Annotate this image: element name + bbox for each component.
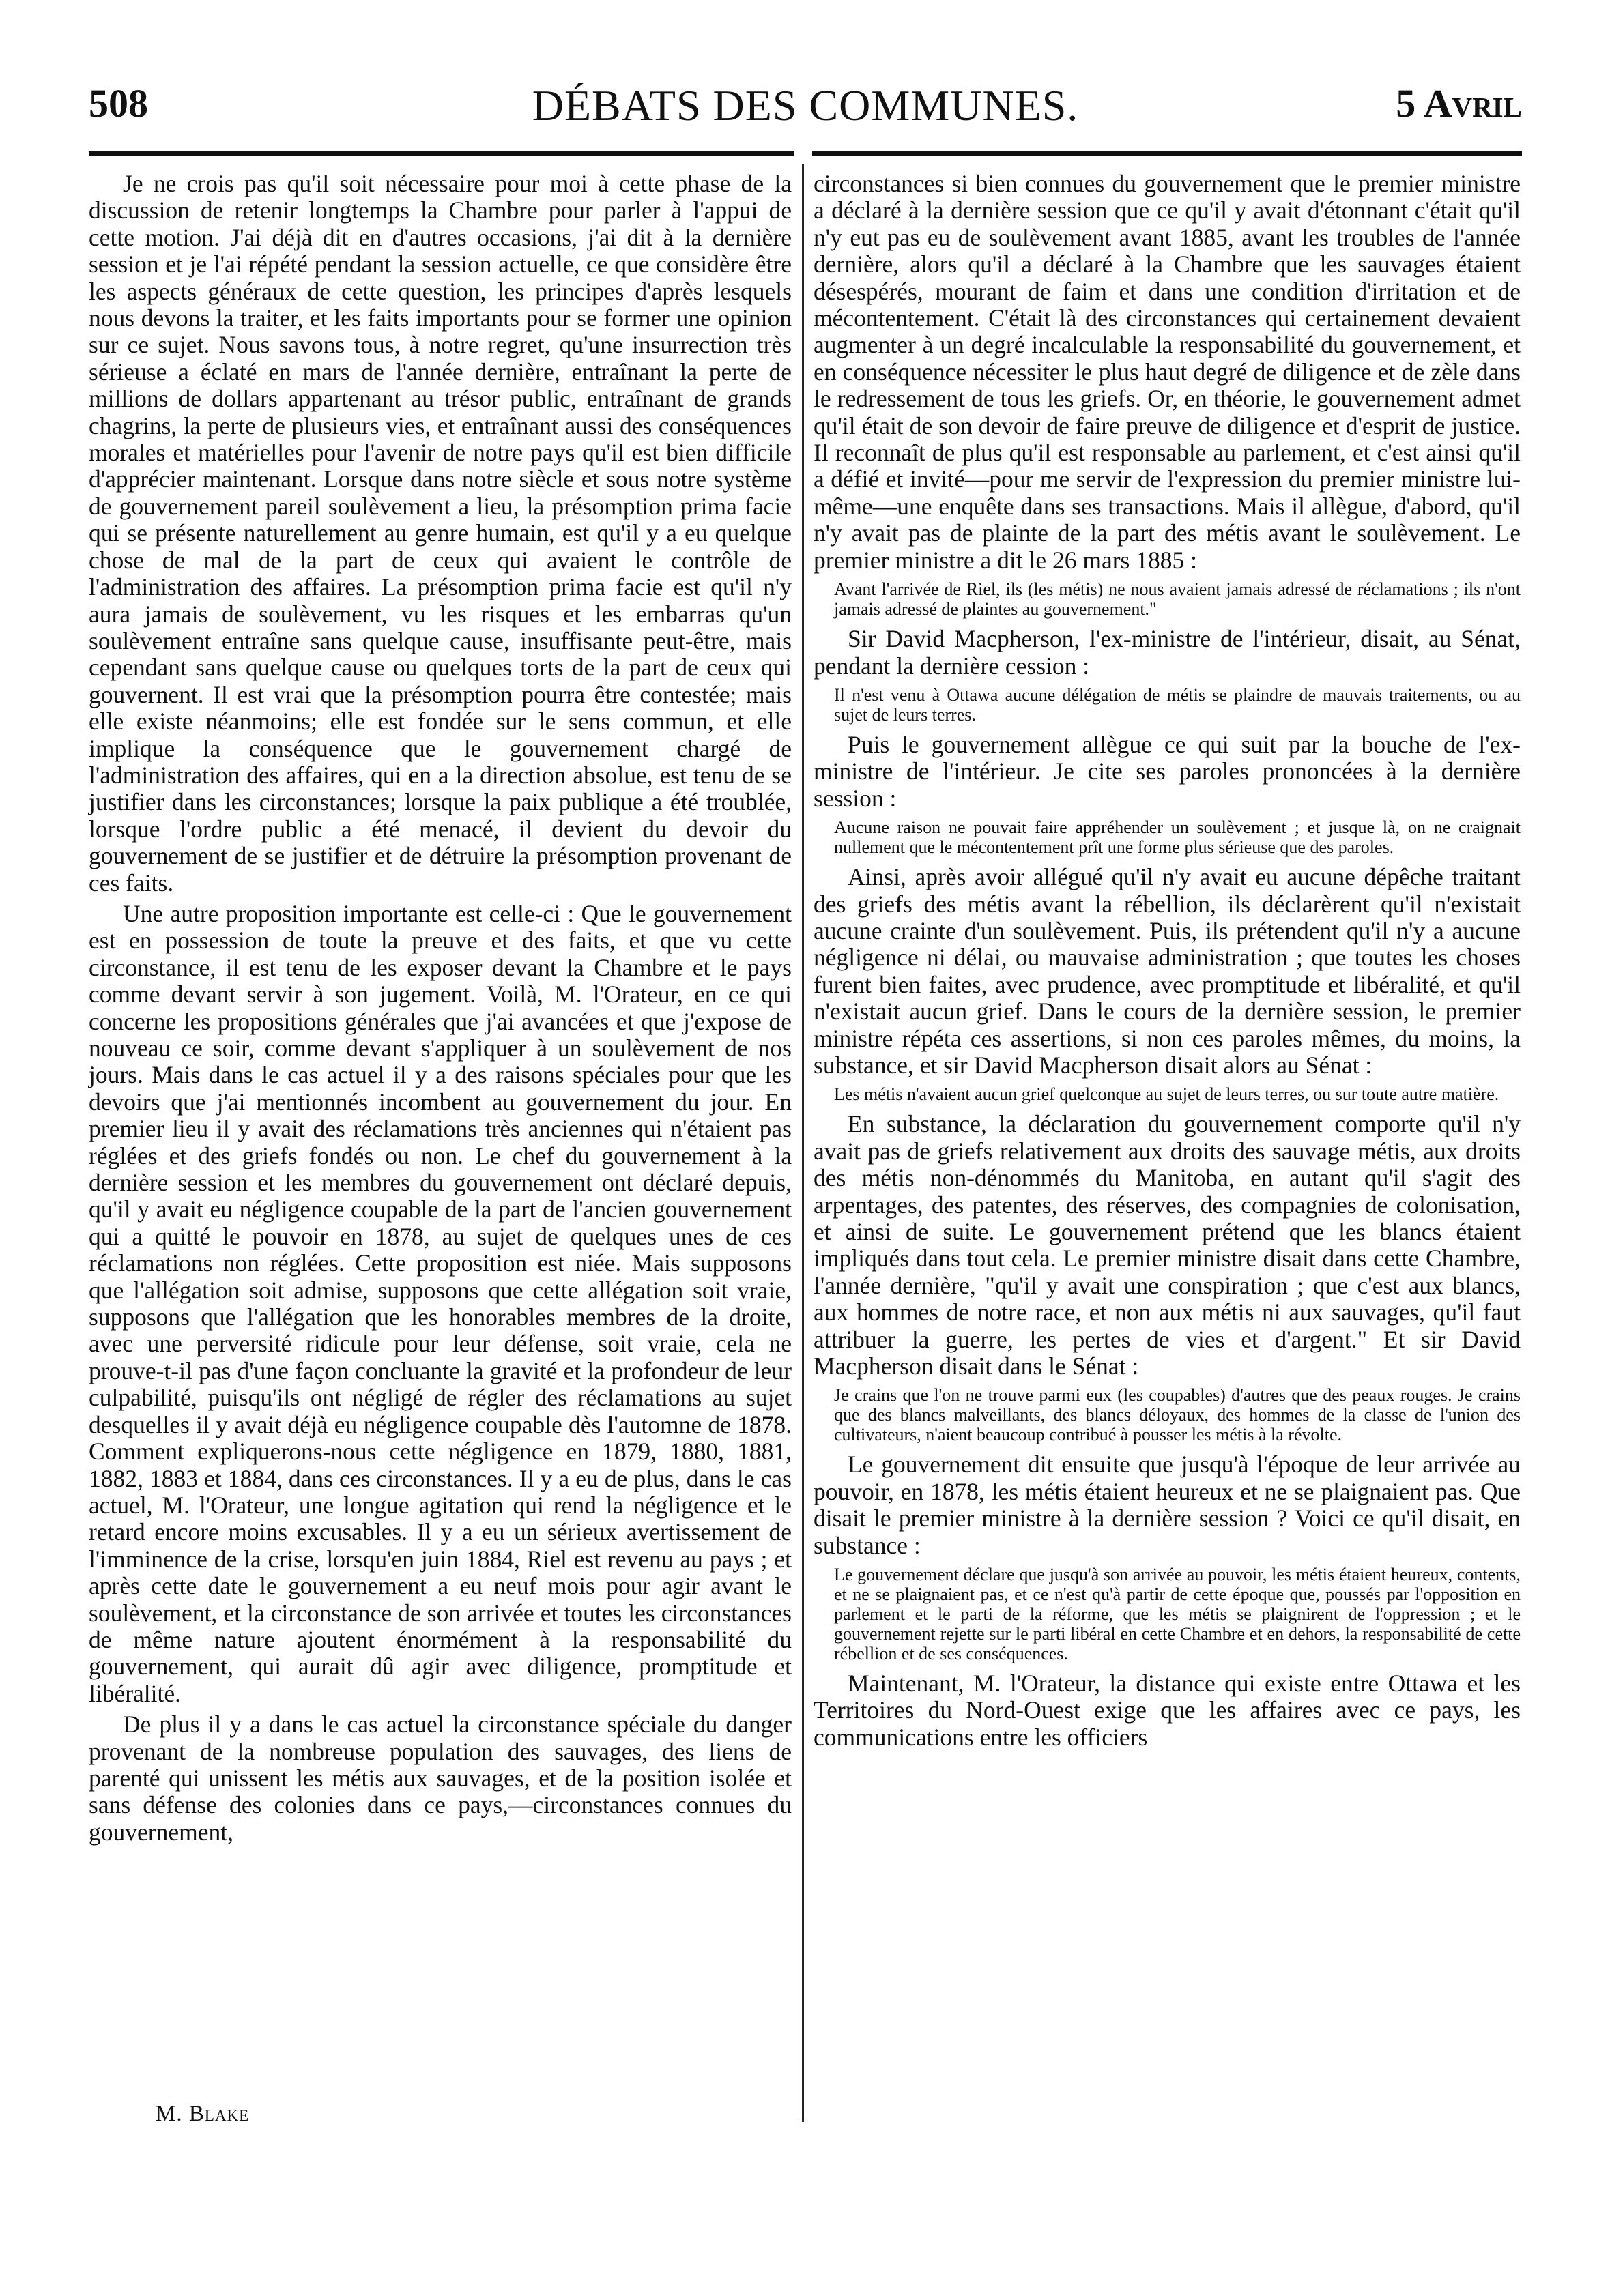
column-divider — [802, 164, 804, 2122]
left-column — [89, 171, 792, 1846]
paragraph: Maintenant, M. l'Orateur, la distance qui existe entre Ottawa et les Territoires du Nord-Ouest exige que les affaires avec ce pays, les communications entre les officiers — [814, 1670, 1521, 1751]
paragraph: Puis le gouvernement allègue ce qui suit par la bouche de l'ex-ministre de l'intérieur. Je cite ses paroles prononcées à la dernière session : — [814, 730, 1521, 812]
page-header — [89, 81, 1522, 142]
journal-title: DÉBATS DES COMMUNES. — [532, 81, 1079, 130]
right-column — [814, 171, 1521, 1751]
speaker-signature: M. Blake — [156, 2102, 250, 2126]
paragraph: En substance, la déclaration du gouvernement comporte qu'il n'y avait pas de griefs relativement aux droits des sauvage métis, aux droits des métis non-dénommés du Manitoba, en autant qu'il s'agit des arpentages, des patentes, des réserves, des compagnies de colonisation, et ainsi de suite. Le gouvernement prétend que les blancs étaient impliqués dans tout cela. Le premier ministre disait dans cette Chambre, l'année dernière, "qu'il y avait une conspiration ; que c'est aux blancs, aux hommes de notre race, et non aux métis ni aux sauvages, qu'il faut attribuer la guerre, les pertes de vies et d'argent." Et sir David Macpherson disait dans le Sénat : — [814, 1110, 1521, 1380]
header-rule-left — [89, 151, 794, 156]
quotation: Il n'est venu à Ottawa aucune délégation de métis se plaindre de mauvais traitements, ou au sujet de leurs terres. — [834, 684, 1521, 725]
paragraph: De plus il y a dans le cas actuel la circonstance spéciale du danger provenant de la nombreuse population des sauvages, des liens de parenté qui unissent les métis aux sauvages, et de la position isolée et sans défense des colonies dans ce pays,—circonstances connues du gouvernement, — [89, 1711, 792, 1846]
page-number: 508 — [89, 81, 148, 126]
quotation: Le gouvernement déclare que jusqu'à son arrivée au pouvoir, les métis étaient heureux, contents, et ne se plaignaient pas, et ce n'est qu'à partir de cette époque que, poussés par l'opposition en parlement et le parti de la réforme, que les métis se plaignirent de l'oppression ; et le gouvernement rejette sur le parti libéral en cette Chambre et en dehors, la responsabilité de cette rébellion et de ses conséquences. — [834, 1565, 1521, 1664]
quotation: Les métis n'avaient aucun grief quelconque au sujet de leurs terres, ou sur toute autre matière. — [834, 1084, 1499, 1105]
quotation: Aucune raison ne pouvait faire appréhender un soulèvement ; et jusque là, on ne craignait nullement que le mécontentement prît une forme plus sérieuse que des paroles. — [834, 817, 1521, 858]
paragraph: Sir David Macpherson, l'ex-ministre de l'intérieur, disait, au Sénat, pendant la dernière cession : — [814, 625, 1521, 680]
paragraph: Ainsi, après avoir allégué qu'il n'y avait eu aucune dépêche traitant des griefs des métis avant la rébellion, ils déclarèrent qu'il n'existait aucune crainte d'un soulèvement. Puis, ils prétendent qu'il n'y a aucune négligence ni délai, ou mauvaise administration ; que toutes les choses furent bien faites, avec prudence, avec promptitude et libéralité, et qu'il n'existait aucun grief. Dans le cours de la dernière session, le premier ministre répéta ces assertions, si non ces paroles mêmes, du moins, la substance, et sir David Macpherson disait alors au Sénat : — [814, 863, 1521, 1079]
paragraph: Une autre proposition importante est celle-ci : Que le gouvernement est en possession de toute la preuve et des faits, et que vu cette circonstance, il est tenu de les exposer devant la Chambre et le pays comme devant servir à son jugement. Voilà, M. l'Orateur, en ce qui concerne les propositions générales que j'ai avancées et que j'expose de nouveau ce soir, comme devant s'appliquer à un soulèvement de nos jours. Mais dans le cas actuel il y a des raisons spéciales pour que les devoirs que j'ai mentionnés incombent au gouvernement du jour. En premier lieu il y avait des réclamations très anciennes qui n'étaient pas réglées et des griefs fondés ou non. Le chef du gouvernement à la dernière session et les membres du gouvernement ont déclaré depuis, qu'il y avait eu négligence coupable de la part de l'ancien gouvernement qui a quitté le pouvoir en 1878, au sujet de quelques unes de ces réclamations non réglées. Cette proposition est niée. Mais supposons que l'allégation soit admise, supposons que cette allégation soit vraie, supposons que l'allégation que les honorables membres de la droite, avec une perversité ridicule pour leur défense, soit vraie, cela ne prouve-t-il pas d'une façon concluante la gravité et la profondeur de leur culpabilité, puisqu'ils ont négligé de régler des réclamations au sujet desquelles il y avait déjà eu négligence coupable dès l'automne de 1878. Comment expliquerons-nous cette négligence en 1879, 1880, 1881, 1882, 1883 et 1884, dans ces circonstances. Il y a eu de plus, dans le cas actuel, M. l'Orateur, une longue agitation qui rend la négligence et le retard encore moins excusables. Il y a eu un sérieux avertissement de l'imminence de la crise, lorsqu'en juin 1884, Riel est revenu au pays ; et après cette date le gouvernement a eu neuf mois pour agir avant le soulèvement, et la circonstance de son arrivée et toutes les circonstances de même nature ajoutent énormément à la responsabilité du gouvernement, qui aurait dû agir avec diligence, promptitude et libéralité. — [89, 899, 792, 1707]
header-rule-right — [812, 151, 1522, 156]
paragraph: circonstances si bien connues du gouvernement que le premier ministre a déclaré à la dernière session que ce qu'il y avait d'étonnant c'était qu'il n'y eut pas eu de soulèvement avant 1885, avant les troubles de l'année dernière, alors qu'il a déclaré à la Chambre que les sauvages étaient désespérés, mourant de faim et dans une condition d'irritation et de mécontentement. C'était là des circonstances qui certainement devaient augmenter à un degré incalculable la responsabilité du gouvernement, et en conséquence nécessiter le plus haut degré de diligence et de zèle dans le redressement de tous les griefs. Or, en théorie, le gouvernement admet qu'il était de son devoir de faire preuve de diligence et d'esprit de justice. Il reconnaît de plus qu'il est responsable au parlement, et c'est ainsi qu'il a défié et invité—pour me servir de l'expression du premier ministre lui-même—une enquête dans ses transactions. Mais il allègue, d'abord, qu'il n'y avait pas de plainte de la part des métis avant le soulèvement. Le premier ministre a dit le 26 mars 1885 : — [814, 170, 1521, 574]
paragraph: Le gouvernement dit ensuite que jusqu'à l'époque de leur arrivée au pouvoir, en 1878, les métis étaient heureux et ne se plaignaient pas. Que disait le premier ministre à la dernière session ? Voici ce qu'il disait, en substance : — [814, 1451, 1521, 1559]
paragraph: Je ne crois pas qu'il soit nécessaire pour moi à cette phase de la discussion de retenir longtemps la Chambre pour parler à l'appui de cette motion. J'ai déjà dit en d'autres occasions, j'ai dit à la dernière session et je l'ai répété pendant la session actuelle, ce que considère être les aspects généraux de cette question, les principes d'après lesquels nous devons la traiter, et les faits importants pour se former une opinion sur ce sujet. Nous savons tous, à notre regret, qu'une insurrection très sérieuse a éclaté en mars de l'année dernière, entraînant la perte de millions de dollars appartenant au trésor public, entraînant de grands chagrins, la perte de plusieurs vies, et entraînant aussi des conséquences morales et matérielles pour l'avenir de notre pays qu'il est bien difficile d'apprécier maintenant. Lorsque dans notre siècle et sous notre système de gouvernement pareil soulèvement a lieu, la présomption prima facie qui se présente naturellement au genre humain, est qu'il y a eu quelque chose de mal de la part de ceux qui avaient le contrôle de l'administration des affaires. La présomption prima facie est qu'il n'y aura jamais de soulèvement, vu les risques et les embarras qu'un soulèvement entraîne sans quelque cause, insuffisante peut-être, mais cependant sans quelque cause ou quelques torts de la part de ceux qui gouvernent. Il est vrai que la présomption pourra être contestée; mais elle existe néanmoins; elle est fondée sur le sens commun, et elle implique la conséquence que le gouvernement chargé de l'administration des affaires, qui en a la direction absolue, est tenu de se justifier dans les circonstances; lorsque la paix publique a été troublée, lorsque l'ordre public a été menacé, il devient du devoir du gouvernement de se justifier et de détruire la présomption provenant de ces faits. — [89, 170, 792, 897]
header-date: 5 Avril — [1396, 81, 1522, 126]
quotation: Je crains que l'on ne trouve parmi eux (les coupables) d'autres que des peaux rouges. Je crains que des blancs malveillants, des blancs déloyaux, des hommes de la classe de l'union des cultivateurs, n'aient beaucoup contribué à pousser les métis à la révolte. — [834, 1385, 1521, 1445]
quotation: Avant l'arrivée de Riel, ils (les métis) ne nous avaient jamais adressé de réclamations ; ils n'ont jamais adressé de plaintes au gouvernement." — [834, 579, 1521, 620]
